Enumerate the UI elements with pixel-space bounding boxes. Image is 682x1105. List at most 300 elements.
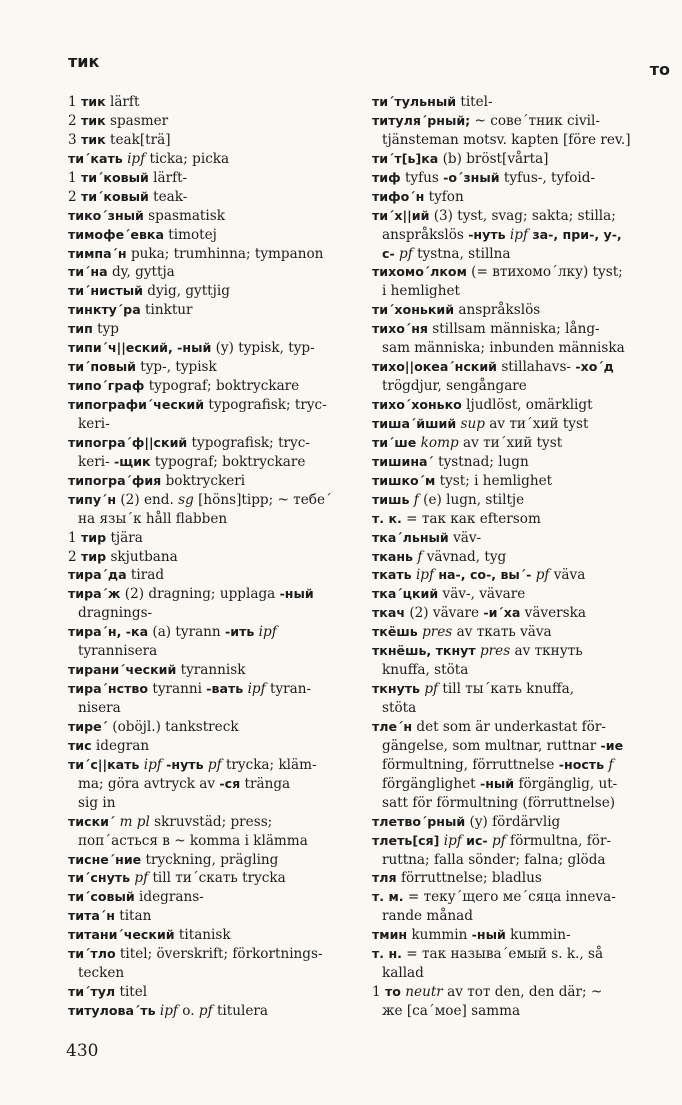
grammar-label: f bbox=[417, 548, 423, 565]
entry-line bbox=[68, 964, 360, 983]
entry-line bbox=[372, 813, 670, 832]
entry-line bbox=[372, 263, 670, 282]
definition-text: kummin bbox=[407, 927, 472, 944]
definition-text: (y) fördärvlig bbox=[465, 813, 561, 830]
definition-text: förmultna, för- bbox=[505, 832, 612, 849]
entry-line bbox=[372, 453, 670, 472]
headword: то bbox=[384, 984, 401, 1000]
entry-line bbox=[68, 680, 360, 699]
definition-text: (a) tyrann bbox=[148, 624, 226, 641]
headword: тихо´ня bbox=[372, 321, 428, 337]
entry-line bbox=[68, 453, 360, 472]
headword: тка´льный bbox=[372, 529, 449, 545]
entry-line bbox=[68, 301, 360, 320]
headword: т. к. bbox=[372, 510, 402, 526]
entry-line bbox=[68, 775, 360, 794]
definition-text: det som är underkastat för- bbox=[412, 718, 606, 735]
definition-text: kallad bbox=[382, 965, 424, 982]
definition-text: [höns]tipp; ~ тебе´ bbox=[193, 491, 332, 508]
entry-line bbox=[372, 112, 670, 131]
definition-text: ~ сове´тник civil- bbox=[470, 112, 600, 129]
headword: тмин bbox=[372, 927, 408, 943]
headword: тир bbox=[80, 529, 107, 545]
entry-line bbox=[372, 888, 670, 907]
entry-line bbox=[372, 604, 670, 623]
headword: ти´повый bbox=[68, 359, 136, 375]
entry-line bbox=[372, 585, 670, 604]
entry-line bbox=[372, 869, 670, 888]
entry-line bbox=[68, 434, 360, 453]
entry-line bbox=[372, 661, 670, 680]
definition-text: typografisk; tryc- bbox=[187, 434, 310, 451]
headword: -и´ха bbox=[483, 605, 521, 621]
headword: тка´цкий bbox=[372, 586, 439, 602]
headword: тля bbox=[372, 870, 397, 886]
headword: тип bbox=[68, 321, 93, 337]
headword: -ся bbox=[219, 775, 241, 791]
entry-line bbox=[372, 207, 670, 226]
entry-line bbox=[68, 339, 360, 358]
grammar-label: pf bbox=[492, 832, 506, 849]
entry-line bbox=[372, 339, 670, 358]
headword: тлетво´рный bbox=[372, 813, 466, 829]
definition-text: 1 bbox=[68, 169, 81, 186]
headword: тиф bbox=[372, 169, 401, 185]
definition-text: sig in bbox=[78, 794, 116, 811]
definition-text: anspråkslös bbox=[382, 226, 469, 243]
entry-line bbox=[372, 926, 670, 945]
grammar-label: ipf bbox=[247, 681, 266, 698]
headword: -вать bbox=[206, 681, 244, 697]
definition-text: förgänglighet bbox=[382, 775, 480, 792]
entry-line bbox=[372, 93, 670, 112]
headword: -ность bbox=[558, 756, 605, 772]
entry-line bbox=[372, 169, 670, 188]
headword: тико´зный bbox=[68, 207, 144, 223]
entry-line bbox=[68, 282, 360, 301]
definition-text: dyig, gyttjig bbox=[142, 283, 230, 300]
entry-line bbox=[68, 813, 360, 832]
headword: ис- bbox=[466, 832, 488, 848]
grammar-label: pf bbox=[198, 1003, 213, 1019]
definition-text: (oböjl.) tankstreck bbox=[107, 718, 239, 735]
entry-line bbox=[372, 510, 670, 529]
definition-text: typ-, typisk bbox=[135, 359, 217, 376]
headword: тис bbox=[68, 737, 92, 753]
entry-line bbox=[372, 472, 670, 491]
definition-text: поп´асться в ~ komma i klämma bbox=[78, 832, 308, 849]
grammar-label: m pl bbox=[119, 813, 150, 830]
definition-text: 3 bbox=[68, 131, 81, 148]
headword: ти´тул bbox=[68, 984, 116, 1000]
headword: ткань bbox=[372, 548, 414, 564]
headword: тир bbox=[80, 548, 107, 564]
headword: ти´х||ий bbox=[372, 207, 430, 223]
definition-text: av ти´хий tyst bbox=[484, 415, 589, 432]
entry-line bbox=[372, 642, 670, 661]
definition-text: av ти´хий tyst bbox=[458, 434, 563, 451]
headword: -ить bbox=[225, 624, 255, 640]
headword: ти´снуть bbox=[68, 870, 131, 886]
headword: ткать bbox=[372, 567, 412, 583]
definition-text: ma; göra avtryck av bbox=[78, 775, 220, 792]
definition-text: (= втихомо´лку) tyst; bbox=[466, 264, 623, 281]
entry-line bbox=[372, 794, 670, 813]
headword: тимпа´н bbox=[68, 245, 127, 261]
headword: тире´ bbox=[68, 718, 108, 734]
entry-line bbox=[372, 964, 670, 983]
entry-line bbox=[68, 585, 360, 604]
entry-line bbox=[372, 377, 670, 396]
grammar-label: ipf bbox=[127, 150, 146, 167]
grammar-label: pf bbox=[535, 567, 550, 584]
definition-text: tecken bbox=[78, 965, 125, 982]
entry-line bbox=[372, 718, 670, 737]
entry-line bbox=[372, 415, 670, 434]
entry-line bbox=[68, 794, 360, 813]
headword: ткнёшь, ткнут bbox=[372, 643, 476, 659]
grammar-label: sg bbox=[178, 491, 194, 508]
headword: -о´зный bbox=[443, 169, 500, 185]
definition-text: typ bbox=[92, 321, 119, 338]
entry-line bbox=[372, 320, 670, 339]
headword: тик bbox=[80, 112, 106, 128]
definition-text: stillsam människa; lång- bbox=[427, 321, 600, 338]
definition-text: tyrannisera bbox=[78, 643, 158, 660]
entry-line bbox=[372, 1002, 670, 1021]
headword: тира´ж bbox=[68, 586, 121, 602]
entry-line bbox=[68, 415, 360, 434]
headword: ткнуть bbox=[372, 681, 421, 697]
entry-line bbox=[68, 851, 360, 870]
definition-text: väv- bbox=[448, 529, 482, 546]
grammar-label: pf bbox=[134, 870, 149, 887]
entry-line bbox=[372, 188, 670, 207]
definition-text: titel bbox=[115, 984, 148, 1001]
definition-text: tjära bbox=[106, 529, 143, 546]
left-guide-word: тик bbox=[68, 52, 100, 71]
grammar-label: ipf bbox=[143, 756, 162, 773]
definition-text: teak- bbox=[148, 188, 188, 205]
definition-text: idegrans- bbox=[134, 889, 204, 906]
definition-text: (2) vävare bbox=[405, 605, 484, 622]
entry-line bbox=[372, 226, 670, 245]
grammar-label: pf bbox=[424, 681, 439, 698]
definition-text: till ти´скать trycka bbox=[148, 870, 286, 887]
headword: ти´т[ь]ка bbox=[372, 150, 439, 166]
headword: т. н. bbox=[372, 946, 402, 962]
headword: -щик bbox=[114, 453, 151, 469]
definition-text: typograf; boktryckare bbox=[150, 453, 306, 470]
definition-text: teak[trä] bbox=[105, 131, 171, 148]
entry-line bbox=[68, 661, 360, 680]
headword: тишь bbox=[372, 491, 410, 507]
definition-text: spasmer bbox=[105, 112, 169, 129]
headword: ти´тульный bbox=[372, 94, 457, 109]
entry-line bbox=[68, 93, 360, 112]
headword: -ный bbox=[479, 775, 515, 791]
entry-line bbox=[68, 207, 360, 226]
definition-text: tystna, stillna bbox=[412, 245, 511, 262]
headword: тишко´м bbox=[372, 472, 436, 488]
headword: тишина´ bbox=[372, 453, 434, 469]
definition-text: stillahavs- bbox=[497, 359, 576, 376]
entry-line bbox=[68, 907, 360, 926]
definition-text: av тот den, den där; ~ bbox=[442, 984, 603, 1001]
definition-text: = так называ´емый s. k., så bbox=[401, 946, 604, 963]
headword: ти´тло bbox=[68, 946, 116, 962]
headword: тирани´ческий bbox=[68, 662, 177, 678]
definition-text: väv-, vävare bbox=[438, 586, 526, 603]
grammar-label: ipf bbox=[415, 567, 435, 584]
headword: тихо||океа´нский bbox=[372, 359, 497, 375]
definition-text: 1 bbox=[68, 529, 81, 546]
definition-text: ruttna; falla sönder; falna; glöda bbox=[382, 851, 606, 868]
definition-text: titel; överskrift; förkortnings- bbox=[115, 946, 323, 963]
headword: титулова´ть bbox=[68, 1003, 156, 1018]
grammar-label: pres bbox=[479, 643, 511, 660]
entry-line bbox=[68, 188, 360, 207]
definition-text: titel- bbox=[456, 94, 493, 110]
entry-line bbox=[372, 529, 670, 548]
headword: ти´совый bbox=[68, 889, 135, 905]
definition-text: (y) typisk, typ- bbox=[211, 340, 315, 357]
definition-text: tyst; i hemlighet bbox=[435, 472, 553, 489]
entry-line bbox=[68, 320, 360, 339]
headword: тира´н, -ка bbox=[68, 624, 149, 640]
grammar-label: komp bbox=[420, 434, 459, 451]
definition-text: на язы´к håll flabben bbox=[78, 510, 228, 527]
definition-text: idegran bbox=[91, 737, 150, 754]
definition-text: же [са´мое] samma bbox=[382, 1003, 521, 1019]
definition-text: = так как eftersom bbox=[401, 510, 541, 527]
headword: тимофе´евка bbox=[68, 226, 164, 242]
entry-line bbox=[68, 491, 360, 510]
entry-line bbox=[68, 737, 360, 756]
definition-text: satt för förmultning (förruttnelse) bbox=[382, 794, 616, 811]
definition-text: tjänsteman motsv. kapten [före rev.] bbox=[382, 131, 631, 148]
entry-line bbox=[68, 263, 360, 282]
definition-text: väva bbox=[549, 567, 586, 584]
definition-text: dragnings- bbox=[78, 605, 153, 622]
definition-text: i hemlighet bbox=[382, 283, 461, 300]
entry-line bbox=[372, 699, 670, 718]
definition-text: (e) lugn, stiltje bbox=[418, 491, 525, 508]
definition-text: skjutbana bbox=[106, 548, 178, 565]
definition-text: titanisk bbox=[174, 927, 231, 944]
definition-text: tinktur bbox=[140, 302, 193, 319]
definition-text: 2 bbox=[68, 548, 81, 565]
entry-line bbox=[68, 718, 360, 737]
entry-line bbox=[68, 548, 360, 567]
definition-text: väverska bbox=[520, 605, 586, 622]
headword: -ный bbox=[279, 586, 314, 602]
definition-text: 1 bbox=[372, 984, 385, 1001]
definition-text: ljudlöst, omärkligt bbox=[461, 397, 593, 413]
grammar-label: ipf bbox=[159, 1003, 178, 1019]
definition-text: typograf; boktryckare bbox=[144, 378, 300, 395]
grammar-label: pf bbox=[399, 245, 413, 262]
entry-line bbox=[68, 112, 360, 131]
entry-line bbox=[372, 131, 670, 150]
entry-line bbox=[372, 566, 670, 585]
definition-text: förruttnelse; bladlus bbox=[396, 870, 542, 887]
definition-text: trycka; kläm- bbox=[221, 756, 317, 773]
headword: тира´да bbox=[68, 567, 127, 583]
entry-line bbox=[68, 358, 360, 377]
entry-line bbox=[68, 131, 360, 150]
headword: ткёшь bbox=[372, 624, 418, 640]
entry-line bbox=[68, 623, 360, 642]
grammar-label: ipf bbox=[443, 832, 462, 849]
definition-text: 2 bbox=[68, 188, 81, 205]
definition-text: stöta bbox=[382, 700, 417, 716]
entry-line bbox=[68, 566, 360, 585]
definition-text: timotej bbox=[163, 226, 217, 243]
definition-text: förmultning, förruttnelse bbox=[382, 756, 559, 773]
entry-line bbox=[68, 699, 360, 718]
definition-text: till ты´кать knuffa, bbox=[438, 681, 575, 698]
definition-text: (b) bröst[vårta] bbox=[438, 150, 549, 167]
definition-text: titan bbox=[114, 908, 152, 925]
definition-text: av ткать väva bbox=[452, 624, 552, 641]
entry-line bbox=[372, 756, 670, 775]
headword: титани´ческий bbox=[68, 927, 175, 943]
definition-text: förgänglig, ut- bbox=[514, 775, 618, 792]
headword: типо´граф bbox=[68, 378, 145, 394]
grammar-label: pf bbox=[207, 756, 222, 773]
definition-text: = теку´щего ме´сяца inneva- bbox=[403, 889, 616, 906]
headword: ти´ковый bbox=[80, 169, 149, 185]
definition-text: dy, gyttja bbox=[107, 264, 175, 281]
headword: тинкту´ра bbox=[68, 302, 141, 318]
entry-line bbox=[372, 680, 670, 699]
definition-text: boktryckeri bbox=[161, 472, 246, 489]
definition-text: tyran- bbox=[265, 681, 312, 698]
left-column bbox=[68, 93, 360, 1021]
headword: тихомо´лком bbox=[372, 264, 467, 280]
headword: типографи´ческий bbox=[68, 397, 205, 412]
headword: тисне´ние bbox=[68, 851, 142, 867]
entry-line bbox=[372, 832, 670, 851]
headword: тиски´ bbox=[68, 813, 116, 829]
definition-text: nisera bbox=[78, 700, 121, 716]
definition-text: trögdjur, sengångare bbox=[382, 378, 527, 395]
entry-line bbox=[68, 832, 360, 851]
headword: на-, со-, вы´- bbox=[438, 567, 532, 583]
entry-line bbox=[372, 150, 670, 169]
definition-text: kummin- bbox=[505, 927, 571, 944]
grammar-label: ipf bbox=[509, 226, 529, 243]
entry-line bbox=[68, 472, 360, 491]
headword: тле´н bbox=[372, 718, 413, 734]
definition-text: tyrannisk bbox=[176, 662, 246, 679]
headword: за-, при-, у-, bbox=[532, 226, 622, 242]
headword: типогра´фия bbox=[68, 472, 162, 488]
headword: ти´на bbox=[68, 264, 108, 280]
definition-text: keri- bbox=[78, 453, 115, 470]
definition-text: tystnad; lugn bbox=[433, 453, 529, 470]
definition-text: 2 bbox=[68, 112, 81, 129]
entry-line bbox=[68, 888, 360, 907]
definition-text: skruvstäd; press; bbox=[149, 813, 273, 830]
headword: ткач bbox=[372, 605, 405, 621]
headword: -ный bbox=[471, 927, 506, 943]
headword: тик bbox=[80, 131, 106, 147]
entry-line bbox=[68, 945, 360, 964]
definition-text: o. bbox=[177, 1003, 199, 1019]
headword: ти´ковый bbox=[80, 188, 149, 204]
definition-text: lärft- bbox=[148, 169, 188, 186]
headword: тлеть[ся] bbox=[372, 832, 440, 848]
headword: тира´нство bbox=[68, 681, 149, 697]
headword: -нуть bbox=[468, 226, 506, 242]
entry-line bbox=[372, 301, 670, 320]
grammar-label: neutr bbox=[405, 984, 443, 1001]
headword: тихо´хонько bbox=[372, 397, 462, 412]
headword: -нуть bbox=[166, 756, 204, 772]
entry-line bbox=[372, 623, 670, 642]
headword: типогра´ф||ский bbox=[68, 434, 188, 450]
entry-line bbox=[372, 945, 670, 964]
definition-text: tyfus bbox=[400, 169, 444, 186]
headword: типу´н bbox=[68, 491, 117, 507]
entry-line bbox=[68, 604, 360, 623]
headword: тита´н bbox=[68, 908, 115, 924]
entry-line bbox=[372, 245, 670, 264]
definition-text: (2) dragning; upplaga bbox=[120, 586, 280, 603]
entry-line bbox=[68, 756, 360, 775]
entry-line bbox=[68, 396, 360, 415]
grammar-label: f bbox=[413, 491, 419, 508]
headword: тифо´н bbox=[372, 188, 425, 204]
definition-text: (2) end. bbox=[116, 491, 179, 508]
entry-line bbox=[372, 396, 670, 415]
definition-text: lärft bbox=[105, 94, 140, 110]
definition-text: sam människa; inbunden människa bbox=[382, 340, 625, 357]
definition-text: keri- bbox=[78, 415, 110, 432]
definition-text: tyranni bbox=[148, 681, 207, 698]
headword: ти´кать bbox=[68, 150, 123, 166]
entry-line bbox=[372, 737, 670, 756]
headword: тик bbox=[80, 94, 106, 109]
headword: т. м. bbox=[372, 889, 404, 905]
headword: ти´нистый bbox=[68, 283, 143, 299]
entry-line bbox=[372, 851, 670, 870]
entry-line bbox=[68, 869, 360, 888]
definition-text: ticka; picka bbox=[145, 150, 230, 167]
headword: -ие bbox=[600, 737, 624, 753]
entry-line bbox=[68, 169, 360, 188]
definition-text: rande månad bbox=[382, 908, 473, 925]
entry-line bbox=[68, 377, 360, 396]
definition-text: spasmatisk bbox=[143, 207, 225, 224]
headword: ти´с||кать bbox=[68, 756, 140, 772]
entry-line bbox=[372, 282, 670, 301]
definition-text: puka; trumhinna; tympanon bbox=[126, 245, 324, 262]
entry-line bbox=[372, 358, 670, 377]
headword: типи´ч||еский, -ный bbox=[68, 340, 212, 356]
entry-line bbox=[372, 548, 670, 567]
headword: ти´ше bbox=[372, 434, 417, 450]
definition-text: tyfon bbox=[424, 188, 464, 205]
definition-text: titulera bbox=[212, 1003, 268, 1019]
definition-text: gängelse, som multnar, ruttnar bbox=[382, 737, 601, 754]
entry-line bbox=[372, 434, 670, 453]
definition-text: anspråkslös bbox=[454, 302, 541, 319]
entry-line bbox=[372, 775, 670, 794]
definition-text: vävnad, tyg bbox=[422, 548, 507, 565]
